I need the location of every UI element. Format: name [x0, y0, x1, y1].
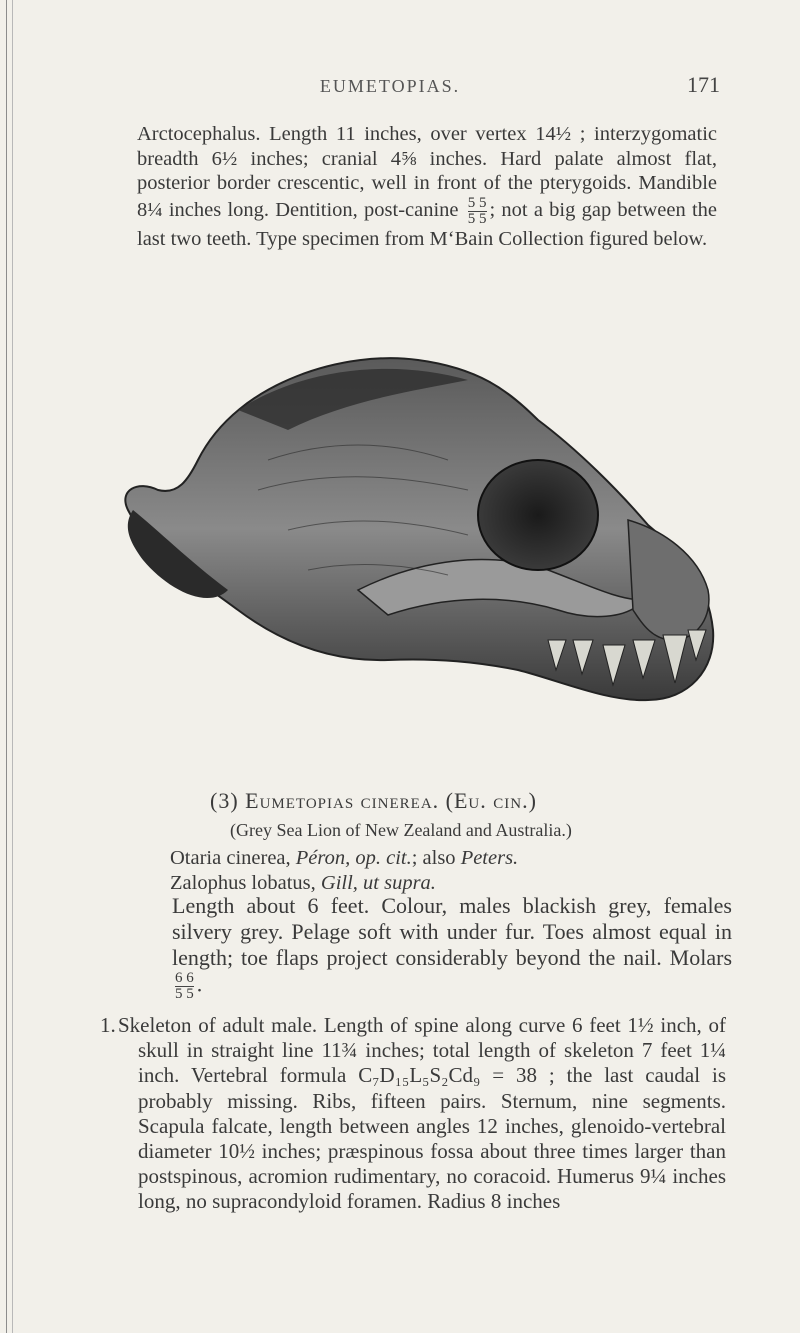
item-body-text: of adult male. Length of spine along curve 6 feet 1½ inch, of skull in straight line 11¾ inches; total length of skeleton 7 feet 1¼ inch. Vertebral formula C₇D₁₅L₅S₂Cd₉ = 38 ; the last caudal is probably missing. Ribs, fifteen pairs. Sternum, nine segments. Scapula falcate, length between angles 12 inches, glenoido-vertebral diameter 10½ inches; præspinous fossa about three times larger than postspinous, acromion rudimentary, no coracoid. Humerus 9¼ inches long, no supracondyloid foramen. Radius 8 inches — [138, 1013, 726, 1214]
synonym-authority-2: Peters. — [460, 847, 519, 869]
page-number: 171 — [687, 72, 720, 97]
page-edge-rule — [6, 0, 7, 1333]
synonym-line-2 — [130, 872, 730, 895]
synonym-authority: Péron, op. cit. — [295, 847, 412, 869]
skull-illustration — [88, 340, 718, 760]
fraction-denominator: 5 5 — [467, 210, 487, 227]
orbit-cavity — [478, 460, 598, 570]
description-end: . — [196, 971, 203, 997]
item-lead-word: Skeleton — [118, 1013, 192, 1037]
fraction-denominator: 5 5 — [175, 986, 194, 1002]
molars-fraction — [175, 971, 194, 1002]
item-number: 1. — [100, 1013, 116, 1037]
running-title: EUMETOPIAS. — [319, 76, 461, 96]
cranium-shape — [125, 358, 713, 700]
synonym-authority-3: Gill, ut supra. — [320, 872, 436, 894]
item-text-block — [100, 1013, 726, 1215]
species-description — [172, 893, 732, 1002]
fraction-numerator: 5 5 — [467, 194, 487, 211]
dentition-fraction — [468, 196, 487, 227]
fraction-numerator: 6 6 — [175, 970, 194, 986]
species-common-name: (Grey Sea Lion of New Zealand and Australia.) — [230, 820, 572, 840]
species-caption — [130, 788, 730, 895]
synonym-joiner: ; also — [411, 847, 461, 869]
numbered-item-skeleton — [100, 1013, 726, 1215]
description-text: Length about 6 feet. Colour, males blackish grey, females silvery grey. Pelage soft with under fur. Toes almost equal in length; toe flaps project considerably beyond the nail. Molars — [172, 893, 732, 970]
page-edge-rule-inner — [12, 0, 13, 1333]
synonym-name: Otaria cinerea, — [170, 847, 296, 869]
synonym-line-1 — [130, 847, 730, 870]
paragraph-arctocephalus — [137, 122, 717, 251]
synonym-name-2: Zalophus lobatus, — [170, 872, 321, 894]
paragraph-text: Arctocephalus. Length 11 inches, over vertex 14½ ; interzygomatic breadth 6½ inches; cranial 4⅝ inches. Hard palate almost flat, posterior border crescentic, well in front of the pterygoids. Mandible 8¼ inches long. Dentition, post-canine — [137, 123, 717, 221]
page-header — [60, 72, 720, 106]
paragraph-text-continued: ; not a big gap between the last two teeth. Type specimen from M‘Bain Collection figured below. — [137, 198, 717, 250]
species-heading: (3) Eumetopias cinerea. (Eu. cin.) — [210, 788, 537, 813]
